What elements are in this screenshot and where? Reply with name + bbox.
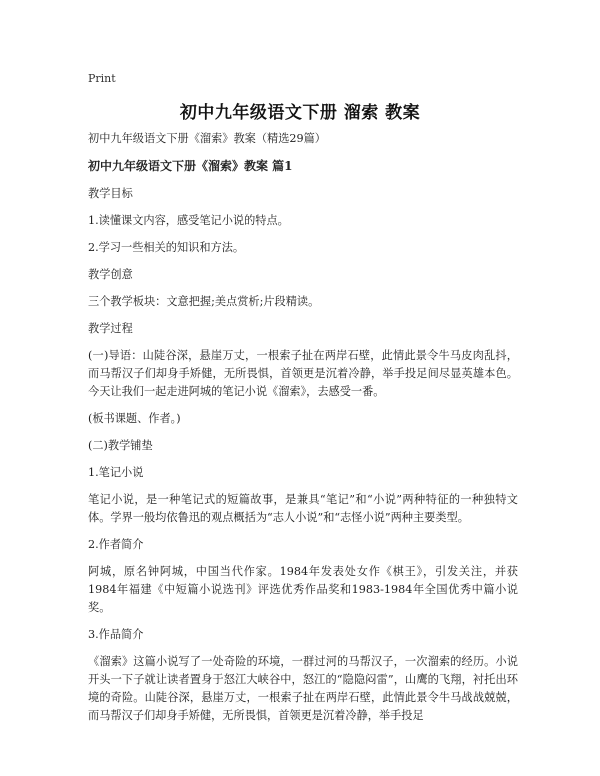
paragraph: 1.笔记小说 xyxy=(88,466,144,479)
paragraph: 教学过程 xyxy=(88,322,133,335)
paragraph: 1.读懂课文内容，感受笔记小说的特点。 xyxy=(88,214,289,227)
paragraph: 三个教学板块：文意把握;美点赏析;片段精读。 xyxy=(88,295,320,308)
paragraph: 教学目标 xyxy=(88,187,133,200)
paragraph: (一)导语：山陡谷深，悬崖万丈，一根索子扯在两岸石壁，此情此景令牛马皮肉乱抖，而马帮汉子们却身手矫健，无所畏惧，首领更是沉着冷静，举手投足间尽显英雄本色。今天让我们一起走进阿城的笔记小说《溜索》，去感受一番。 xyxy=(88,349,518,398)
paragraph: 教学创意 xyxy=(88,268,133,281)
section-heading: 初中九年级语文下册《溜索》教案 篇1 xyxy=(88,159,293,173)
paragraph: 阿城，原名钟阿城，中国当代作家。1984年发表处女作《棋王》，引发关注，并获1984年福建《中短篇小说选刊》评选优秀作品奖和1983-1984年全国优秀中篇小说奖。 xyxy=(88,565,518,614)
paragraph: 笔记小说，是一种笔记式的短篇故事，是兼具“笔记”和“小说”两种特征的一种独特文体。学界一般均依鲁迅的观点概括为“志人小说”和“志怪小说”两种主要类型。 xyxy=(88,493,518,524)
document-body xyxy=(88,130,518,734)
paragraph: 初中九年级语文下册《溜索》教案（精选29篇） xyxy=(88,132,326,145)
paragraph: 3.作品简介 xyxy=(88,628,144,641)
paragraph: 2.作者简介 xyxy=(88,538,144,551)
paragraph: 2.学习一些相关的知识和方法。 xyxy=(88,241,245,254)
paragraph: (板书课题、作者。) xyxy=(88,412,181,425)
paragraph: (二)教学铺垫 xyxy=(88,439,153,452)
paragraph: 《溜索》这篇小说写了一处奇险的环境，一群过河的马帮汉子，一次溜索的经历。小说开头一下子就让读者置身于怒江大峡谷中，怒江的“隐隐闷雷”，山鹰的飞翔，衬托出环境的奇险。山陡谷深，悬崖万丈，一根索子扯在两岸石壁，此情此景令牛马战战兢兢，而马帮汉子们却身手矫健，无所畏惧，首领更是沉着冷静，举手投足 xyxy=(88,655,518,722)
print-label: Print xyxy=(88,72,116,85)
document-title: 初中九年级语文下册 溜索 教案 xyxy=(179,103,421,123)
